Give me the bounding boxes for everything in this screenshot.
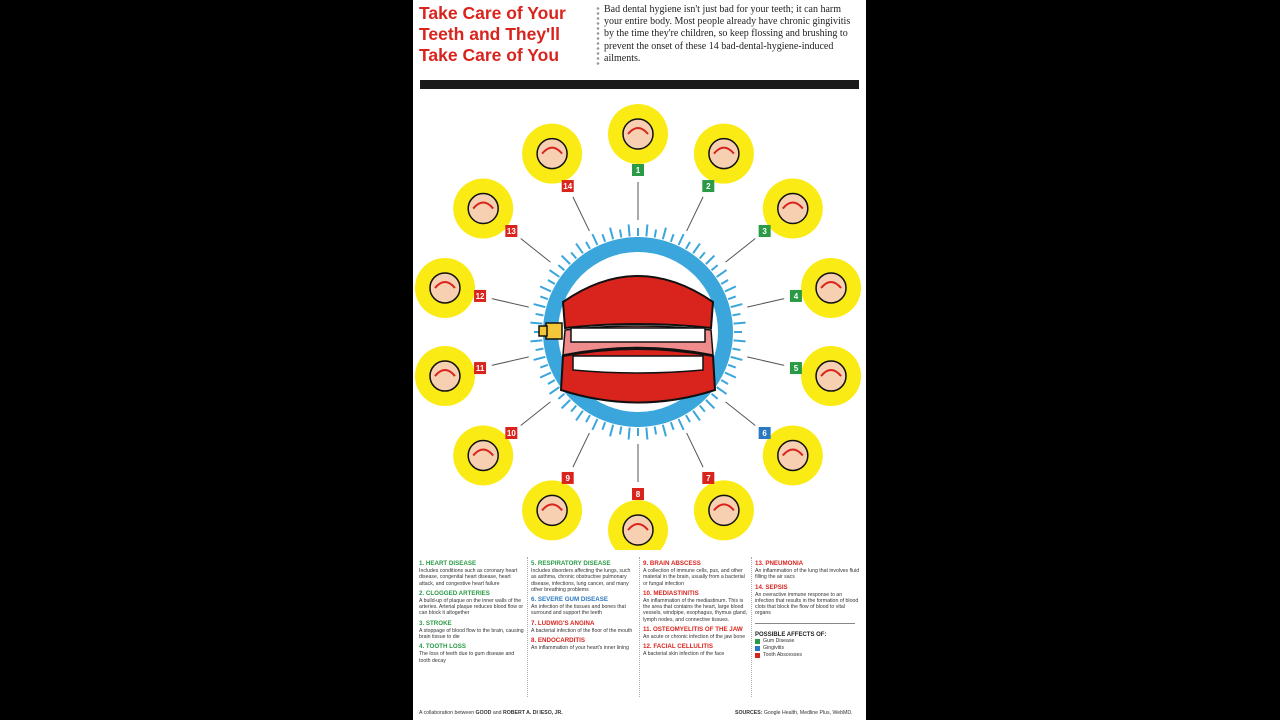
ailment-desc: An infection of the tissues and bones that surround and support the teeth: [531, 604, 626, 617]
burst-ray: [540, 373, 551, 378]
ailment-heading: 2. CLOGGED ARTERIES: [419, 589, 490, 597]
heart-icon: [608, 104, 668, 164]
ailment-desc: The loss of teeth due to gum disease and tooth decay: [419, 651, 515, 664]
burst-ray: [550, 387, 560, 394]
burst-ray: [671, 234, 674, 242]
ailment-heading: 11. OSTEOMYELITIS OF THE JAW: [643, 626, 743, 634]
ailment-heading: 3. STROKE: [419, 619, 452, 627]
ailment-heading: 9. BRAIN ABSCESS: [643, 560, 701, 567]
burst-ray: [655, 427, 656, 435]
number-text: 8: [635, 490, 641, 499]
burst-ray: [733, 349, 741, 350]
spoke-line: [492, 299, 529, 307]
burst-ray: [679, 234, 684, 245]
column-2: [531, 557, 637, 651]
number-label: [702, 472, 714, 484]
burst-ray: [586, 242, 590, 249]
green-swatch: [755, 639, 760, 644]
burst-ray: [558, 265, 564, 270]
ailment-heading: 14. SEPSIS: [755, 583, 788, 591]
burst-ray: [562, 256, 570, 264]
burst-ray: [540, 296, 548, 299]
legend-item: Gum Disease: [755, 638, 861, 645]
number-label: [562, 180, 574, 192]
legend-item: Tooth Abscesses: [755, 652, 861, 659]
spoke-line: [747, 299, 784, 307]
burst-ray: [663, 228, 666, 240]
burst-ray: [602, 422, 605, 430]
ailment-desc: An inflammation of the lung that involves fluid filling the air sacs: [755, 568, 860, 581]
burst-ray: [610, 228, 613, 240]
infographic-poster: [413, 0, 866, 720]
brain-section-icon: [522, 480, 582, 540]
spoke-line: [521, 402, 551, 426]
face-icon: [694, 480, 754, 540]
ailment-desc: An inflammation of the mediastinum. This is the area that contains the heart, large blood vessels, windpipe, esophagus, thymus gland, lymph nodes, and connective tissues.: [643, 597, 748, 623]
number-text: 14: [563, 182, 573, 192]
number-label: [474, 362, 486, 374]
burst-ray: [712, 394, 718, 399]
ailment-desc: An inflammation of your heart's inner lining: [531, 645, 629, 652]
black-rule: [420, 80, 859, 89]
spoke-line: [687, 197, 703, 231]
burst-ray: [679, 419, 684, 430]
burst-ray: [731, 304, 743, 307]
ailment-heading: 10. MEDIASTINITIS: [643, 589, 699, 597]
spoke-line: [573, 197, 589, 231]
spoke-line: [573, 433, 589, 467]
tooth-icon: [801, 258, 861, 318]
burst-ray: [536, 314, 544, 315]
burst-ray: [700, 406, 705, 412]
burst-ray: [693, 411, 700, 421]
legend-rule: [755, 623, 855, 624]
number-text: 9: [565, 473, 570, 483]
ailment-desc: A collection of immune cells, pus, and other material in the brain, usually from a bacterial or fungal infection: [643, 568, 745, 587]
column-3: [643, 557, 749, 658]
number-label: [759, 427, 771, 439]
burst-ray: [721, 280, 728, 284]
burst-ray: [571, 406, 576, 412]
number-text: 5: [793, 364, 799, 374]
burst-ray: [706, 256, 714, 264]
number-text: 12: [475, 291, 485, 301]
burst-ray: [530, 340, 542, 341]
column-separator: [751, 557, 753, 697]
burst-ray: [731, 357, 743, 360]
burst-ray: [686, 242, 690, 249]
spoke-line: [521, 238, 551, 262]
number-label: [702, 180, 714, 192]
number-label: [790, 362, 802, 374]
burst-ray: [725, 373, 736, 378]
burst-ray: [548, 280, 555, 284]
lung-alveoli-icon: [453, 179, 513, 239]
burst-ray: [693, 244, 700, 254]
burst-ray: [712, 265, 718, 270]
burst-ray: [646, 224, 647, 236]
burst-ray: [655, 230, 656, 238]
number-text: 1: [635, 166, 641, 175]
ailment-heading: 6. SEVERE GUM DISEASE: [531, 596, 609, 604]
burst-ray: [540, 365, 548, 368]
ailment-desc: An overactive immune response to an infection that results in the formation of blood clots that block the flow of blood to vital organs: [755, 591, 859, 617]
lungs-icon: [801, 346, 861, 406]
ailment-heading: 1. HEART DISEASE: [419, 560, 477, 567]
burst-ray: [592, 419, 597, 430]
column-separator: [527, 557, 529, 697]
number-text: 11: [475, 364, 485, 374]
burst-ray: [706, 400, 714, 408]
footer-credit: A collaboration between GOOD and ROBERT A. DI IESO, JR.: [419, 710, 563, 716]
ailment-heading: 7. LUDWIG'S ANGINA: [531, 619, 595, 627]
burst-ray: [592, 234, 597, 245]
burst-ray: [548, 380, 555, 384]
number-label: [632, 164, 644, 176]
number-text: 10: [506, 429, 516, 439]
burst-ray: [620, 230, 621, 238]
number-label: [790, 290, 802, 302]
number-label: [562, 472, 574, 484]
burst-ray: [686, 415, 690, 422]
dotted-divider: [596, 6, 600, 66]
number-label: [505, 225, 517, 237]
ailment-heading: 12. FACIAL CELLULITIS: [643, 643, 714, 651]
burst-ray: [629, 224, 630, 236]
burst-ray: [540, 286, 551, 291]
number-label: [505, 427, 517, 439]
number-label: [759, 225, 771, 237]
burst-ray: [534, 357, 546, 360]
chest-icon: [453, 425, 513, 485]
spoke-line: [687, 433, 703, 467]
blood-vessel-icon: [522, 124, 582, 184]
artery-icon: [694, 124, 754, 184]
column-separator: [639, 557, 641, 697]
spoke-line: [726, 238, 756, 262]
ailment-heading: 8. ENDOCARDITIS: [531, 637, 585, 645]
column-4: [755, 557, 861, 659]
head-icon: [415, 258, 475, 318]
burst-ray: [646, 428, 647, 440]
ailment-wheel: [413, 90, 866, 550]
ailment-desc: A build-up of plaque on the inner walls of the arteries. Arterial plaque reduces blood flow or can block it altogether: [419, 597, 524, 617]
burst-ray: [620, 427, 621, 435]
burst-ray: [629, 428, 630, 440]
burst-ray: [550, 270, 560, 277]
poster-title: Take Care of Your Teeth and They'll Take Care of You: [419, 3, 566, 65]
burst-ray: [602, 234, 605, 242]
burst-ray: [610, 425, 613, 437]
brain-icon: [763, 179, 823, 239]
intro-text: Bad dental hygiene isn't just bad for your teeth; it can harm your entire body. Most people already have chronic gingivitis by the time they're children, so keep flossing and brushing to prevent the onset of these 14 bad-dental-hygiene-induced ailments.: [604, 4, 851, 64]
red-swatch: [755, 653, 760, 658]
spoke-line: [726, 402, 756, 426]
burst-ray: [733, 314, 741, 315]
heart-section-icon: [608, 500, 668, 550]
burst-ray: [721, 380, 728, 384]
legend-item: Gingivitis: [755, 645, 861, 652]
number-text: 6: [762, 429, 767, 439]
legend-title: POSSIBLE AFFECTS OF:: [755, 631, 827, 638]
blue-swatch: [755, 646, 760, 651]
burst-ray: [717, 387, 727, 394]
burst-ray: [586, 415, 590, 422]
ailment-desc: A bacterial skin infection of the face: [643, 651, 725, 658]
spoke-line: [747, 357, 784, 365]
number-text: 3: [762, 226, 767, 236]
burst-ray: [536, 349, 544, 350]
burst-ray: [562, 400, 570, 408]
burst-ray: [717, 270, 727, 277]
burst-ray: [534, 304, 546, 307]
ailment-heading: 5. RESPIRATORY DISEASE: [531, 560, 611, 567]
number-text: 13: [506, 226, 516, 236]
ailment-heading: 4. TOOTH LOSS: [419, 643, 466, 651]
burst-ray: [558, 394, 564, 399]
ailment-desc: An acute or chronic infection of the jaw bone: [643, 634, 746, 641]
burst-ray: [671, 422, 674, 430]
burst-ray: [576, 244, 583, 254]
ailment-desc: A bacterial infection of the floor of the mouth: [531, 627, 633, 634]
ailment-descriptions: [413, 557, 866, 707]
ailment-heading: 13. PNEUMONIA: [755, 560, 804, 567]
burst-ray: [725, 286, 736, 291]
number-label: [632, 488, 644, 500]
ailment-desc: A stoppage of blood flow to the brain, causing brain tissue to die: [419, 627, 524, 641]
number-text: 2: [706, 182, 711, 192]
burst-ray: [571, 252, 576, 258]
burst-ray: [530, 323, 542, 324]
ailment-desc: Includes conditions such as coronary heart disease, congenital heart disease, heart attack, and congestive heart failure: [419, 568, 518, 587]
jaw-icon: [415, 346, 475, 406]
burst-ray: [728, 365, 736, 368]
burst-ray: [734, 340, 746, 341]
gums-icon: [763, 425, 823, 485]
footer-sources: SOURCES: Google Health, Medline Plus, WebMD.: [735, 710, 853, 716]
number-text: 7: [706, 473, 711, 483]
burst-ray: [576, 411, 583, 421]
burst-ray: [663, 425, 666, 437]
number-text: 4: [793, 291, 799, 301]
spoke-line: [492, 357, 529, 365]
number-label: [474, 290, 486, 302]
ailment-desc: Includes disorders affecting the lungs, such as asthma, chronic obstructive pulmonary disease, infections, lung cancer, and many other breathing problems: [531, 568, 631, 593]
burst-ray: [728, 296, 736, 299]
column-1: [419, 557, 525, 664]
burst-ray: [700, 252, 705, 258]
burst-ray: [734, 323, 746, 324]
